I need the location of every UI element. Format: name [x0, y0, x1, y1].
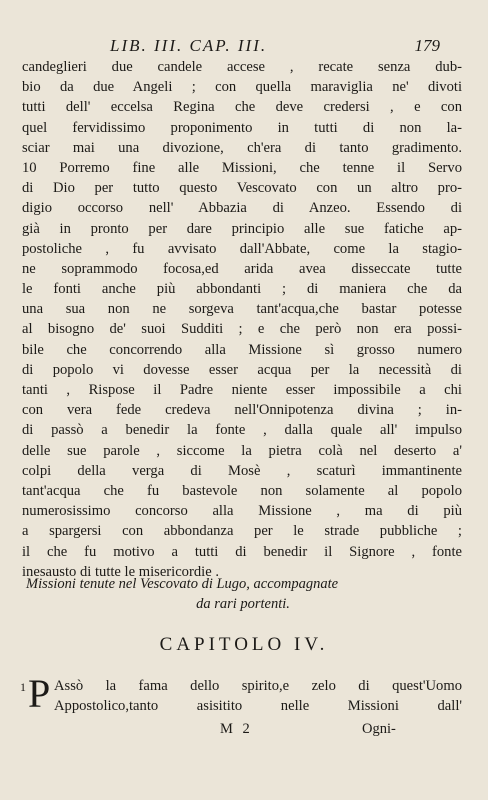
- text-line: con vera fede credeva nell'Onnipotenza divina ; in-: [22, 402, 462, 419]
- running-title: LIB. III. CAP. III.: [110, 36, 268, 55]
- text-line: di passò a benedir la fonte , dalla quale all' impulso: [22, 422, 462, 439]
- page-number: 179: [414, 36, 440, 55]
- text-line: a spargersi con abbondanza per le strade pubbliche ;: [22, 523, 462, 540]
- text-line: Assò la fama dello spirito,e zelo di quest'Uomo: [54, 678, 462, 694]
- text-line: tanti , Rispose il Padre niente esser impossibile a chi: [22, 382, 462, 398]
- text-line: una sua non ne sorgeva tant'acqua,che bastar potesse: [22, 301, 462, 318]
- text-line: bile che concorrendo alla Missione sì grosso numero: [22, 341, 462, 358]
- chapter-summary-line: da rari portenti.: [196, 596, 290, 612]
- text-line: al bisogno de' suoi Sudditi ; e che però non era possi-: [22, 321, 462, 338]
- text-line: tutti dell' eccelsa Regina che deve credersi , e con: [22, 99, 462, 116]
- text-line: delle sue parole , siccome la pietra colà nel deserto a': [22, 442, 462, 459]
- chapter-heading: CAPITOLO IV.: [159, 634, 329, 655]
- text-line: tant'acqua che fu bastevole non solamente al popolo: [22, 482, 462, 499]
- page-header: [110, 36, 440, 58]
- text-line: digio occorso nell' Abbazia di Anzeo. Essendo di: [22, 200, 462, 217]
- text-line: 10 Porremo fine alle Missioni, che tenne il Servo: [22, 159, 462, 176]
- paragraph-block: [22, 57, 462, 582]
- text-line: di Dio per tutto questo Vescovato con un altro pro-: [22, 180, 462, 197]
- text-line: bio da due Angeli ; con quella maraviglia ne' divoti: [22, 79, 462, 96]
- text-line: già in pronto per dare principio alle sue fatiche ap-: [22, 220, 462, 237]
- opening-lines: [54, 676, 462, 716]
- text-line: candeglieri due candele accese , recate senza dub-: [22, 59, 462, 75]
- text-line: quel fervidissimo proponimento in tutti di non la-: [22, 119, 462, 136]
- drop-cap: P: [28, 671, 51, 716]
- text-line: di popolo vi dovesse esser acqua per la necessità di: [22, 361, 462, 378]
- text-line: inesausto di tutte le misericordie .: [22, 563, 219, 580]
- text-line: postoliche , fu avvisato dall'Abbate, come la stagio-: [22, 240, 462, 257]
- text-line: Appostolico,tanto asisitito nelle Missioni dall': [54, 698, 462, 715]
- text-line: le fonti anche più abbondanti ; di maniera che da: [22, 281, 462, 298]
- text-line: numerosissimo concorso alla Missione , ma di più: [22, 503, 462, 520]
- paragraph-number: 1: [20, 680, 26, 694]
- text-line: il che fu motivo a tutti di benedir il Signore , fonte: [22, 543, 462, 560]
- chapter-summary: [26, 574, 460, 614]
- text-line: ne soprammodo focosa,ed arida avea disseccate tutte: [22, 260, 462, 277]
- signature-mark: M 2: [220, 721, 253, 737]
- text-line: colpi della verga di Mosè , scaturì immantinente: [22, 462, 462, 479]
- text-line: sciar mai una divozione, ch'era di tanto gradimento.: [22, 139, 462, 156]
- chapter-summary-line: Missioni tenute nel Vescovato di Lugo, accompagnate: [26, 576, 339, 592]
- catchword: Ogni-: [362, 721, 396, 737]
